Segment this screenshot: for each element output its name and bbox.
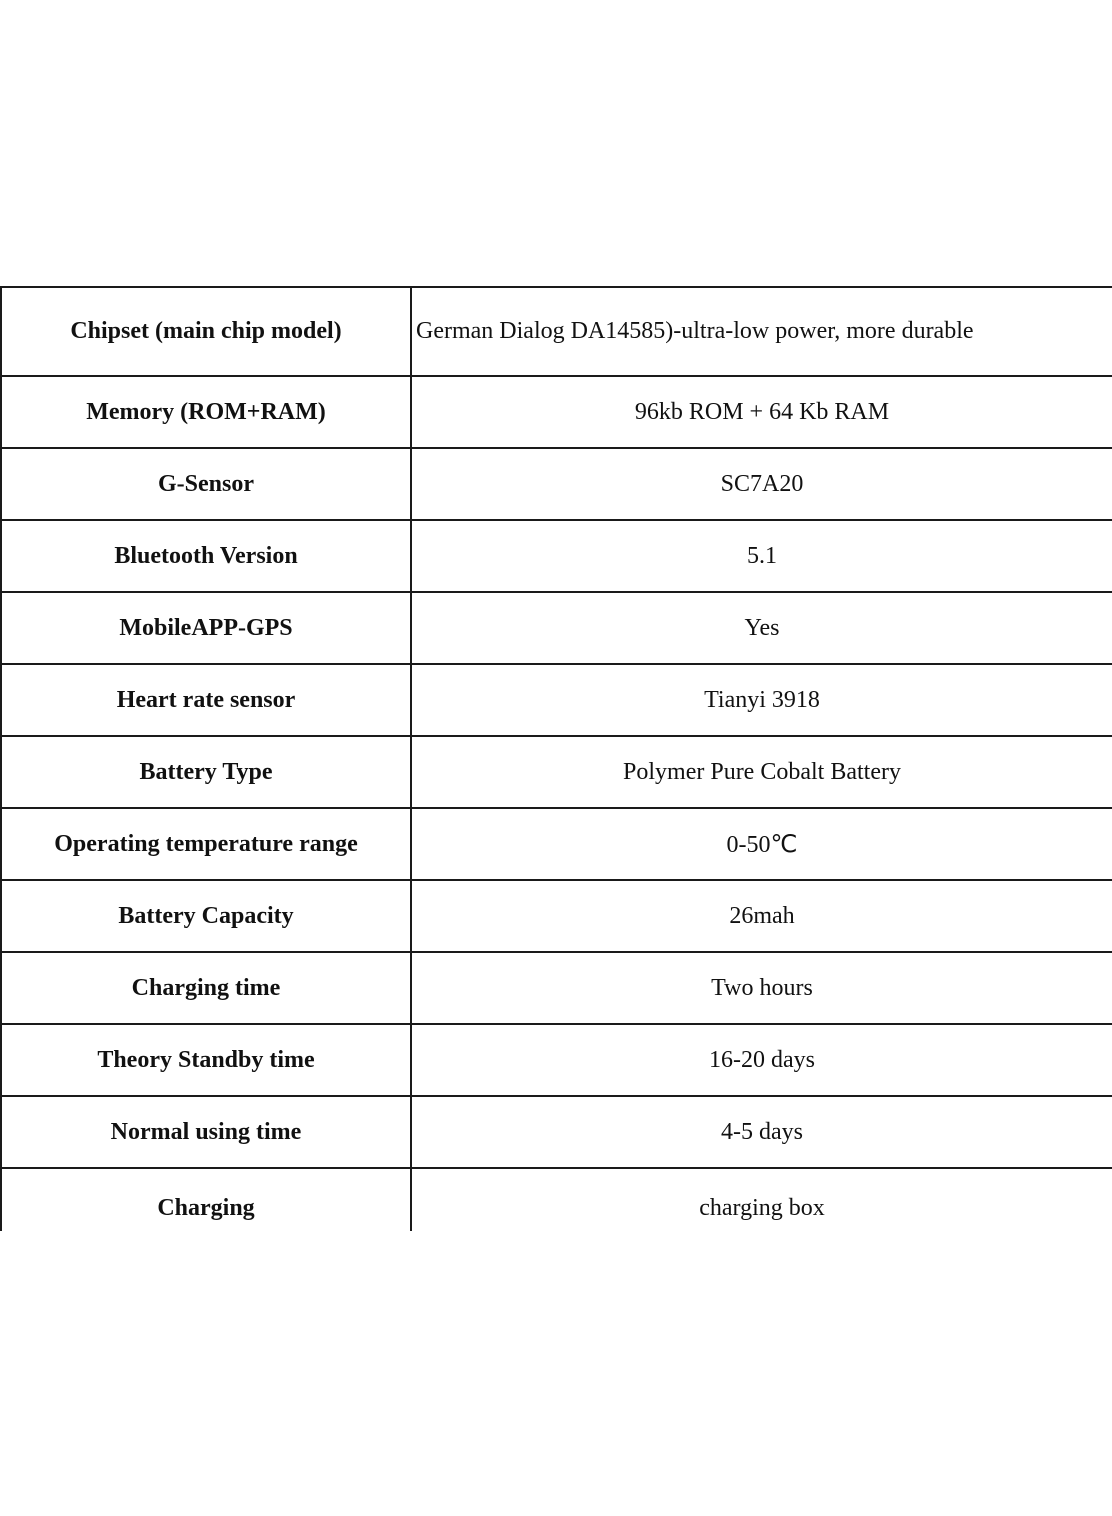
row-value: 0-50℃ (411, 808, 1112, 880)
row-value: 96kb ROM + 64 Kb RAM (411, 376, 1112, 448)
table-row (1, 808, 1112, 880)
row-label: G-Sensor (1, 448, 411, 520)
table-row (1, 1096, 1112, 1168)
row-label: Memory (ROM+RAM) (1, 376, 411, 448)
table-row (1, 1024, 1112, 1096)
row-label: Bluetooth Version (1, 520, 411, 592)
row-label: Charging (1, 1168, 411, 1231)
table-row (1, 664, 1112, 736)
row-label: Operating temperature range (1, 808, 411, 880)
row-value: Two hours (411, 952, 1112, 1024)
table-row (1, 1168, 1112, 1231)
table-row (1, 952, 1112, 1024)
row-value: 5.1 (411, 520, 1112, 592)
row-label: Theory Standby time (1, 1024, 411, 1096)
row-label: Battery Capacity (1, 880, 411, 952)
table-row (1, 287, 1112, 376)
row-value: 16-20 days (411, 1024, 1112, 1096)
table-row (1, 592, 1112, 664)
row-value: German Dialog DA14585)-ultra-low power, more durable (411, 287, 1112, 376)
row-value: Tianyi 3918 (411, 664, 1112, 736)
row-value: 4-5 days (411, 1096, 1112, 1168)
row-label: Battery Type (1, 736, 411, 808)
spec-table (0, 286, 1112, 1231)
row-value: Polymer Pure Cobalt Battery (411, 736, 1112, 808)
table-row (1, 736, 1112, 808)
table-row (1, 520, 1112, 592)
row-label: MobileAPP-GPS (1, 592, 411, 664)
row-value: charging box (411, 1168, 1112, 1231)
row-label: Charging time (1, 952, 411, 1024)
row-label: Normal using time (1, 1096, 411, 1168)
row-value: 26mah (411, 880, 1112, 952)
table-row (1, 376, 1112, 448)
row-value: SC7A20 (411, 448, 1112, 520)
table-row (1, 880, 1112, 952)
row-value: Yes (411, 592, 1112, 664)
row-label: Heart rate sensor (1, 664, 411, 736)
table-row (1, 448, 1112, 520)
row-label: Chipset (main chip model) (1, 287, 411, 376)
spec-table-container (0, 286, 1112, 1231)
